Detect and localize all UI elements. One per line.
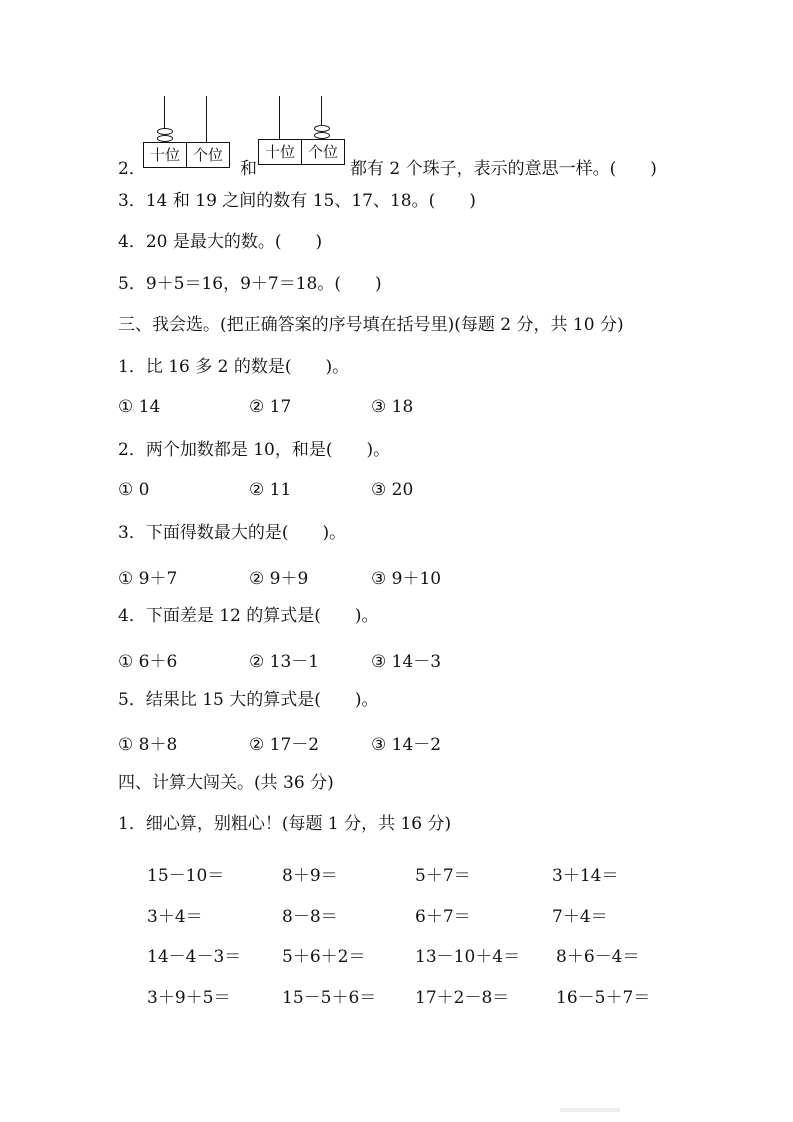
- option-b: ② 11: [249, 480, 292, 500]
- option-a: ① 8＋8: [118, 735, 178, 755]
- choice-question: 5．结果比 15 大的算式是( )。: [118, 690, 379, 710]
- option-c: ③ 14－3: [371, 652, 442, 672]
- tens-rod: [279, 96, 280, 140]
- choice-question: 3．下面得数最大的是( )。: [118, 523, 347, 543]
- choice-question: 1．比 16 多 2 的数是( )。: [118, 357, 350, 377]
- option-c: ③ 14－2: [371, 735, 442, 755]
- option-a: ① 14: [118, 397, 161, 417]
- q2-number: 2．: [118, 159, 146, 179]
- calc-item: 8＋9＝: [282, 866, 338, 886]
- ones-rod: [206, 96, 207, 143]
- place-value-box: [143, 142, 230, 168]
- calc-item: 5＋7＝: [415, 866, 471, 886]
- option-a: ① 6＋6: [118, 652, 178, 672]
- bead: [314, 132, 330, 139]
- calc-item: 3＋9＋5＝: [147, 988, 231, 1008]
- option-c: ③ 9＋10: [371, 569, 442, 589]
- ones-label: 个位: [301, 140, 344, 164]
- calc-item: 16－5＋7＝: [556, 988, 651, 1008]
- calc-item: 7＋4＝: [552, 907, 608, 927]
- faint-watermark: [560, 1108, 620, 1112]
- calc-item: 3＋14＝: [552, 866, 619, 886]
- section-3-heading: 三、我会选。(把正确答案的序号填在括号里)(每题 2 分，共 10 分): [118, 315, 624, 335]
- tens-label: 十位: [149, 146, 180, 164]
- bead: [157, 135, 173, 142]
- calc-item: 8＋6－4＝: [556, 947, 640, 967]
- calc-item: 8－8＝: [282, 907, 338, 927]
- abacus-diagram-1: [143, 96, 229, 174]
- bead: [314, 125, 330, 132]
- q5-text: 5．9＋5＝16，9＋7＝18。( ): [118, 274, 382, 294]
- bead: [157, 128, 173, 135]
- option-b: ② 9＋9: [249, 569, 309, 589]
- calc-item: 15－5＋6＝: [282, 988, 377, 1008]
- calc-item: 13－10＋4＝: [415, 947, 521, 967]
- q2-connector: 和: [240, 159, 257, 179]
- q3-text: 3．14 和 19 之间的数有 15、17、18。( ): [118, 191, 476, 211]
- option-a: ① 9＋7: [118, 569, 178, 589]
- calc-item: 15－10＝: [147, 866, 225, 886]
- option-c: ③ 18: [371, 397, 414, 417]
- option-b: ② 13－1: [249, 652, 320, 672]
- calc-item: 5＋6＋2＝: [282, 947, 366, 967]
- abacus-diagram-2: [258, 96, 344, 174]
- choice-question: 4．下面差是 12 的算式是( )。: [118, 606, 379, 626]
- option-b: ② 17－2: [249, 735, 320, 755]
- q4-text: 4．20 是最大的数。( ): [118, 232, 323, 252]
- calc-item: 6＋7＝: [415, 907, 471, 927]
- calc-item: 3＋4＝: [147, 907, 203, 927]
- section-4-heading: 四、计算大闯关。(共 36 分): [118, 773, 334, 793]
- tens-label: 十位: [264, 143, 295, 161]
- calc-item: 14－4－3＝: [147, 947, 242, 967]
- q2-text: 都有 2 个珠子，表示的意思一样。( ): [350, 159, 657, 179]
- option-c: ③ 20: [371, 480, 414, 500]
- ones-label: 个位: [186, 143, 229, 167]
- subsection-heading: 1．细心算，别粗心！(每题 1 分，共 16 分): [118, 814, 452, 834]
- choice-question: 2．两个加数都是 10，和是( )。: [118, 440, 391, 460]
- calc-item: 17＋2－8＝: [415, 988, 510, 1008]
- place-value-box: [258, 139, 345, 165]
- option-a: ① 0: [118, 480, 150, 500]
- option-b: ② 17: [249, 397, 292, 417]
